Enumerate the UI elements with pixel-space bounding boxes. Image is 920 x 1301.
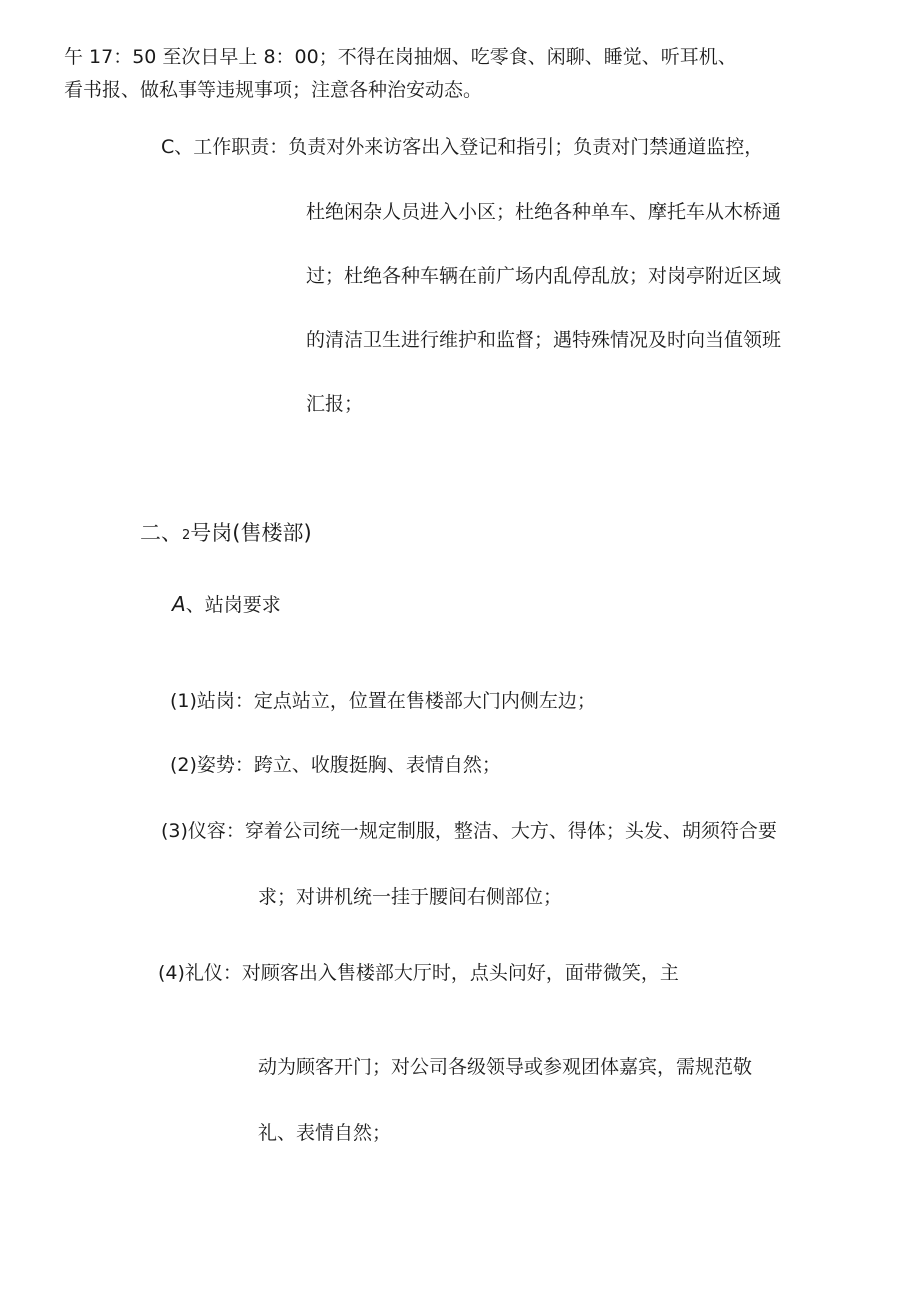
section-c-line-1: C、工作职责：负责对外来访客出入登记和指引；负责对门禁通道监控，: [161, 136, 764, 158]
item-4-etiquette-line-3: 礼、表情自然；: [258, 1122, 392, 1144]
section-2-heading-prefix: 二、: [140, 521, 182, 545]
intro-line-2: 看书报、做私事等违规事项；注意各种治安动态。: [64, 79, 483, 101]
subsection-a-title: [172, 592, 281, 617]
item-2-posture: (2)姿势：跨立、收腹挺胸、表情自然；: [170, 754, 501, 776]
section-2-heading-number: 2: [182, 528, 191, 543]
section-c-line-3: 过；杜绝各种车辆在前广场内乱停乱放；对岗亭附近区域: [306, 265, 782, 287]
item-3-appearance-line-1: (3)仪容：穿着公司统一规定制服，整洁、大方、得体；头发、胡须符合要: [161, 820, 777, 842]
section-2-heading-suffix: 号岗(售楼部): [190, 521, 312, 545]
subsection-a-text: 、站岗要求: [185, 594, 281, 616]
section-c-line-2: 杜绝闲杂人员进入小区；杜绝各种单车、摩托车从木桥通: [306, 201, 782, 223]
item-1-standing: (1)站岗：定点站立，位置在售楼部大门内侧左边；: [170, 690, 596, 712]
item-3-appearance-line-2: 求；对讲机统一挂于腰间右侧部位；: [258, 886, 563, 908]
section-c-line-4: 的清洁卫生进行维护和监督；遇特殊情况及时向当值领班: [306, 329, 782, 351]
section-2-heading: [140, 521, 312, 548]
intro-line-1: 午 17：50 至次日早上 8：00；不得在岗抽烟、吃零食、闲聊、睡觉、听耳机、: [64, 46, 737, 68]
section-c-line-5: 汇报；: [306, 393, 364, 415]
subsection-a-letter: A: [172, 592, 186, 616]
item-4-etiquette-line-2: 动为顾客开门；对公司各级领导或参观团体嘉宾，需规范敬: [258, 1056, 753, 1078]
item-4-etiquette-line-1: (4)礼仪：对顾客出入售楼部大厅时，点头问好，面带微笑，主: [158, 962, 679, 984]
